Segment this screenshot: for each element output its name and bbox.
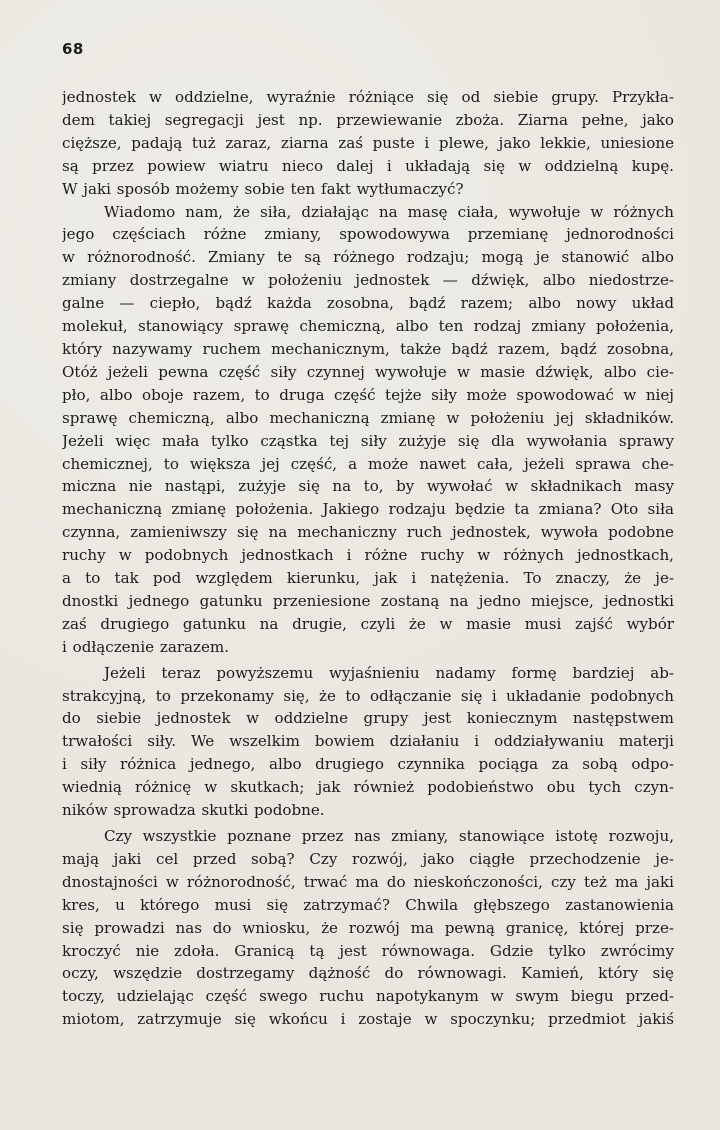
text-line: miczna nie nastąpi, zużyje się na to, by wywołać w składnikach masy [62,477,674,496]
text-line: sprawę chemiczną, albo mechaniczną zmianę w położeniu jej składników. [62,408,674,427]
text-line: i odłączenie zarazem. [62,637,230,656]
text-line: Wiadomo nam, że siła, działając na masę ciała, wywołuje w różnych [104,202,674,221]
text-line: Jeżeli teraz powyższemu wyjaśnieniu nadamy formę bardziej ab- [104,663,674,682]
text-line: kres, u którego musi się zatrzymać? Chwila głębszego zastanowienia [62,895,674,914]
paragraph-4 [62,825,674,1031]
text-line: do siebie jednostek w oddzielne grupy jest koniecznym następstwem [62,709,674,728]
text-line: a to tak pod względem kierunku, jak i natężenia. To znaczy, że je- [62,569,674,588]
text-line: zmiany dostrzegalne w położeniu jednostek — dźwięk, albo niedostrze- [62,271,674,290]
text-line: galne — ciepło, bądź każda zosobna, bądź razem; albo nowy układ [62,294,674,313]
text-line: dem takiej segregacji jest np. przewiewanie zboża. Ziarna pełne, jako [62,110,674,129]
text-line: się prowadzi nas do wniosku, że rozwój ma pewną granicę, której prze- [62,918,674,937]
paragraph-3 [62,662,674,822]
text-line: ruchy w podobnych jednostkach i różne ruchy w różnych jednostkach, [62,546,674,565]
text-line: dnostki jednego gatunku przeniesione zostaną na jedno miejsce, jednostki [62,591,674,610]
text-line: mają jaki cel przed sobą? Czy rozwój, jako ciągłe przechodzenie je- [62,849,674,868]
text-line: strakcyjną, to przekonamy się, że to odłączanie się i układanie podobnych [62,686,674,705]
text-line: czynna, zamieniwszy się na mechaniczny ruch jednostek, wywoła podobne [62,523,674,542]
text-line: są przez powiew wiatru nieco dalej i układają się w oddzielną kupę. [62,156,674,175]
text-line: i siły różnica jednego, albo drugiego czynnika pociąga za sobą odpo- [62,755,674,774]
text-line: cięższe, padają tuż zaraz, ziarna zaś puste i plewe, jako lekkie, uniesione [62,133,674,152]
text-line: pło, albo oboje razem, to druga część tejże siły może spowodować w niej [62,385,674,404]
text-line: w różnorodność. Zmiany te są różnego rodzaju; mogą je stanowić albo [62,248,674,267]
text-line: jednostek w oddzielne, wyraźnie różniące się od siebie grupy. Przykła- [62,88,674,106]
text-line: Otóż jeżeli pewna część siły czynnej wywołuje w masie dźwięk, albo cie- [62,362,674,381]
page-number: 68 [62,40,84,58]
text-line: toczy, udzielając część swego ruchu napotykanym w swym biegu przed- [62,987,674,1006]
text-line: ników sprowadza skutki podobne. [62,801,325,820]
text-line: który nazywamy ruchem mechanicznym, także bądź razem, bądź zosobna, [62,339,674,358]
paragraph-1 [62,86,674,201]
text-line: mechaniczną zmianę położenia. Jakiego rodzaju będzie ta zmiana? Oto siła [62,500,674,519]
text-line: W jaki sposób możemy sobie ten fakt wytłumaczyć? [62,179,464,198]
text-line: dnostajności w różnorodność, trwać ma do nieskończoności, czy też ma jaki [62,872,674,891]
paragraph-2 [62,201,674,659]
text-line: miotom, zatrzymuje się wkońcu i zostaje w spoczynku; przedmiot jakiś [62,1010,674,1029]
text-line: wiednią różnicę w skutkach; jak również podobieństwo obu tych czyn- [62,778,674,797]
text-line: kroczyć nie zdoła. Granicą tą jest równowaga. Gdzie tylko zwrócimy [62,941,674,960]
text-line: trwałości siły. We wszelkim bowiem działaniu i oddziaływaniu materji [62,732,674,751]
text-line: jego częściach różne zmiany, spowodowywa przemianę jednorodności [62,225,674,244]
text-line: chemicznej, to większa jej część, a może nawet cała, jeżeli sprawa che- [62,454,674,473]
text-line: Jeżeli więc mała tylko cząstka tej siły zużyje się dla wywołania sprawy [62,431,674,450]
body-text [62,86,674,1031]
text-line: Czy wszystkie poznane przez nas zmiany, stanowiące istotę rozwoju, [104,827,674,845]
text-line: oczy, wszędzie dostrzegamy dążność do równowagi. Kamień, który się [62,964,674,983]
text-line: molekuł, stanowiący sprawę chemiczną, albo ten rodzaj zmiany położenia, [62,317,674,336]
text-line: zaś drugiego gatunku na drugie, czyli że w masie musi zajść wybór [62,614,674,633]
